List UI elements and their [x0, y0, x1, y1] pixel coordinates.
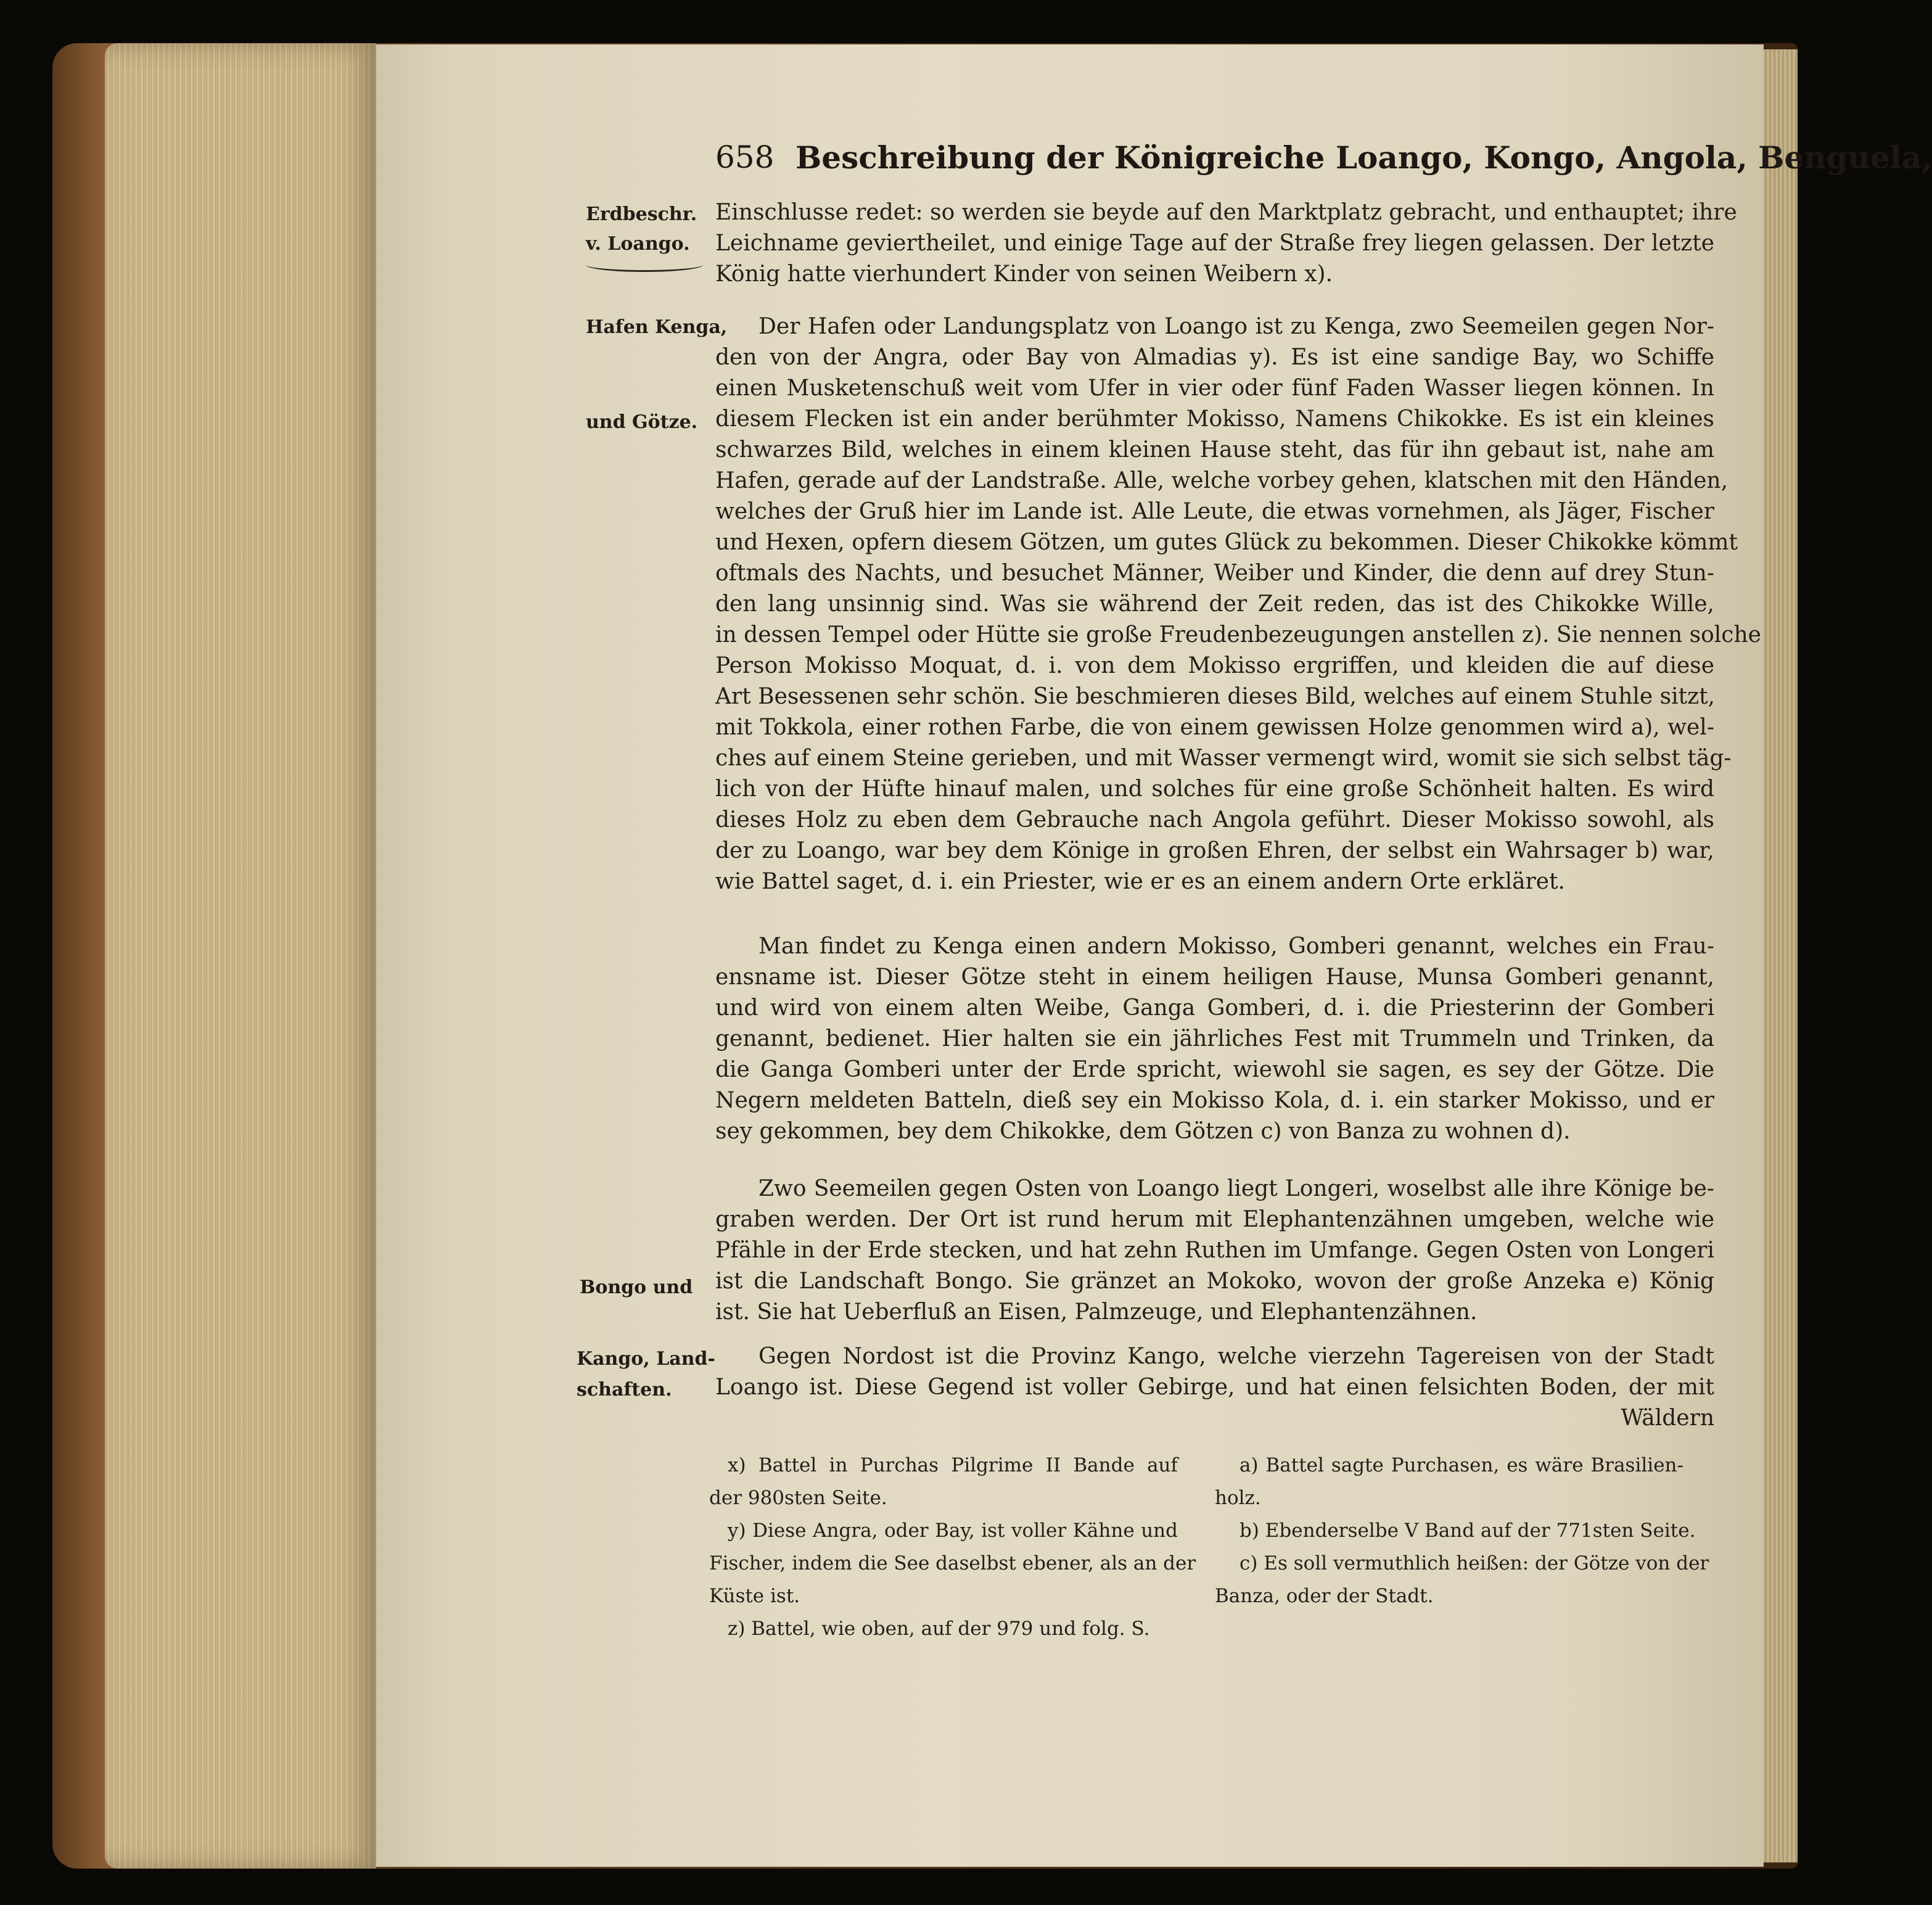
footnote-line: Küste ist. — [709, 1585, 800, 1607]
footnote-line: Fischer, indem die See daselbst ebener, als an der — [709, 1552, 1196, 1574]
margin-note: v. Loango. — [586, 233, 690, 255]
text-line: wie Battel saget, d. i. ein Priester, wie er es an einem andern Orte erkläret. — [715, 869, 1565, 894]
text-line: dieses Holz zu eben dem Gebrauche nach Angola geführt. Dieser Mokisso sowohl, als — [715, 807, 1714, 833]
text-line: einen Musketenschuß weit vom Ufer in vier oder fünf Faden Wasser liegen können. In — [715, 376, 1714, 401]
text-line: Negern meldeten Batteln, dieß sey ein Mokisso Kola, d. i. ein starker Mokisso, und er — [715, 1088, 1714, 1113]
text-line: Einschlusse redet: so werden sie beyde auf den Marktplatz gebracht, und enthauptet; ihre — [715, 200, 1737, 225]
text-line: Man findet zu Kenga einen andern Mokisso, Gomberi genannt, welches ein Frau- — [758, 934, 1714, 959]
paragraph — [715, 197, 1737, 290]
footnotes-right — [1215, 1449, 1709, 1613]
text-line: den von der Angra, oder Bay von Almadias y). Es ist eine sandige Bay, wo Schiffe — [715, 345, 1714, 370]
text-line: Leichname geviertheilet, und einige Tage auf der Straße frey liegen gelassen. Der letzte — [715, 231, 1714, 256]
paragraph — [715, 1341, 1714, 1434]
footnote-line: der 980sten Seite. — [709, 1487, 887, 1509]
text-line: diesem Flecken ist ein ander berühmter Mokisso, Namens Chikokke. Es ist ein kleines — [715, 406, 1714, 432]
paragraph — [715, 931, 1714, 1147]
page-header — [715, 139, 1932, 189]
page-number: 658 — [715, 139, 775, 175]
text-line: lich von der Hüfte hinauf malen, und solches für eine große Schönheit halten. Es wird — [715, 776, 1714, 802]
footnotes-left — [709, 1449, 1196, 1645]
text-line: schwarzes Bild, welches in einem kleinen Hause steht, das für ihn gebaut ist, nahe am — [715, 437, 1714, 463]
text-line: Person Mokisso Moquat, d. i. von dem Mokisso ergriffen, und kleiden die auf diese — [715, 653, 1714, 678]
footnote-line: Banza, oder der Stadt. — [1215, 1585, 1434, 1607]
footnote-line: x) Battel in Purchas Pilgrime II Bande auf — [728, 1454, 1178, 1476]
text-line: graben werden. Der Ort ist rund herum mit Elephantenzähnen umgeben, welche wie — [715, 1207, 1714, 1232]
margin-note: schaften. — [577, 1379, 672, 1401]
text-line: in dessen Tempel oder Hütte sie große Freudenbezeugungen anstellen z). Sie nennen solche — [715, 622, 1761, 648]
paragraph — [715, 1174, 1714, 1328]
text-line: genannt, bedienet. Hier halten sie ein jährliches Fest mit Trummeln und Trinken, da — [715, 1026, 1714, 1051]
running-title: Beschreibung der Königreiche Loango, Kongo, Angola, Benguela, — [795, 139, 1932, 176]
margin-note: Hafen Kenga, — [586, 316, 728, 338]
footnote-line: z) Battel, wie oben, auf der 979 und folg. S. — [728, 1618, 1150, 1640]
footnote-line: holz. — [1215, 1487, 1261, 1509]
text-line: die Ganga Gomberi unter der Erde spricht, wiewohl sie sagen, es sey der Götze. Die — [715, 1057, 1714, 1082]
footnote-line: y) Diese Angra, oder Bay, ist voller Kähne und — [728, 1520, 1178, 1542]
page-edges — [105, 43, 376, 1869]
text-line: sey gekommen, bey dem Chikokke, dem Götzen c) von Banza zu wohnen d). — [715, 1119, 1571, 1144]
footnote-line: b) Ebenderselbe V Band auf der 771sten Seite. — [1239, 1520, 1696, 1542]
footnote-line: c) Es soll vermuthlich heißen: der Götze von der — [1239, 1552, 1709, 1574]
text-line: König hatte vierhundert Kinder von seinen Weibern x). — [715, 261, 1333, 287]
text-line: und wird von einem alten Weibe, Ganga Gomberi, d. i. die Priesterinn der Gomberi — [715, 995, 1714, 1021]
text-line: Loango ist. Diese Gegend ist voller Gebirge, und hat einen felsichten Boden, der mit — [715, 1375, 1714, 1400]
right-page-edge — [1764, 49, 1798, 1862]
text-line: oftmals des Nachts, und besuchet Männer, Weiber und Kinder, die denn auf drey Stun- — [715, 561, 1714, 586]
text-line: Art Besessenen sehr schön. Sie beschmieren dieses Bild, welches auf einem Stuhle sitzt, — [715, 684, 1715, 709]
text-line: ist die Landschaft Bongo. Sie gränzet an Mokoko, wovon der große Anzeka e) König — [715, 1269, 1714, 1294]
catchword: Wäldern — [1621, 1405, 1714, 1431]
text-line: den lang unsinnig sind. Was sie während der Zeit reden, das ist des Chikokke Wille, — [715, 591, 1714, 617]
text-line: Zwo Seemeilen gegen Osten von Loango liegt Longeri, woselbst alle ihre Könige be- — [758, 1176, 1714, 1201]
text-line: Pfähle in der Erde stecken, und hat zehn Ruthen im Umfange. Gegen Osten von Longeri — [715, 1238, 1714, 1263]
text-line: Hafen, gerade auf der Landstraße. Alle, welche vorbey gehen, klatschen mit den Händen, — [715, 468, 1729, 493]
margin-note: Erdbeschr. — [586, 204, 697, 225]
margin-brace — [586, 258, 703, 272]
margin-note: Kango, Land- — [577, 1348, 715, 1370]
text-line: welches der Gruß hier im Lande ist. Alle Leute, die etwas vornehmen, als Jäger, Fischer — [715, 499, 1714, 524]
footnote-line: a) Battel sagte Purchasen, es wäre Brasilien- — [1239, 1454, 1683, 1476]
text-line: ches auf einem Steine gerieben, und mit Wasser vermengt wird, womit sie sich selbst täg- — [715, 746, 1732, 771]
text-line: ist. Sie hat Ueberfluß an Eisen, Palmzeuge, und Elephantenzähnen. — [715, 1299, 1478, 1325]
text-line: der zu Loango, war bey dem Könige in großen Ehren, der selbst ein Wahrsager b) war, — [715, 838, 1714, 863]
margin-note: und Götze. — [586, 411, 698, 433]
text-line: Gegen Nordost ist die Provinz Kango, welche vierzehn Tagereisen von der Stadt — [758, 1344, 1714, 1369]
text-line: mit Tokkola, einer rothen Farbe, die von einem gewissen Holze genommen wird a), wel- — [715, 715, 1714, 740]
text-line: und Hexen, opfern diesem Götzen, um gutes Glück zu bekommen. Dieser Chikokke kömmt — [715, 530, 1738, 555]
margin-note: Bongo und — [580, 1277, 693, 1298]
paragraph — [715, 311, 1761, 897]
text-line: Der Hafen oder Landungsplatz von Loango ist zu Kenga, zwo Seemeilen gegen Nor- — [758, 314, 1714, 339]
text-line: ensname ist. Dieser Götze steht in einem heiligen Hause, Munsa Gomberi genannt, — [715, 965, 1714, 990]
